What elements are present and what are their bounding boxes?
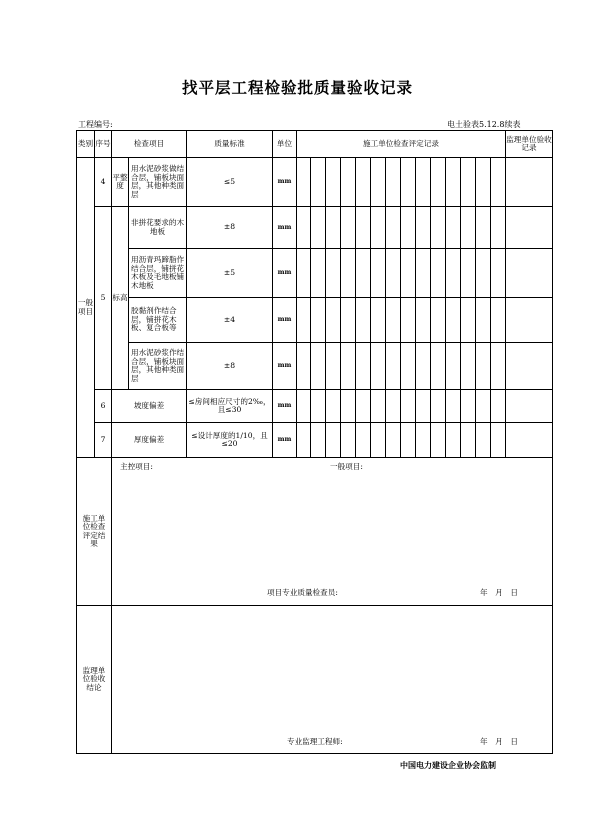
record-cell[interactable] [371,423,386,458]
record-cell[interactable] [476,249,491,298]
record-cell[interactable] [446,390,461,423]
record-cell[interactable] [311,423,326,458]
row-unit: mm [273,298,297,343]
record-cell[interactable] [297,423,311,458]
record-cell[interactable] [356,298,371,343]
row-unit: mm [273,423,297,458]
record-cell[interactable] [386,158,401,207]
record-cell[interactable] [491,298,506,343]
row-standard: ≤5 [187,158,273,207]
record-cell[interactable] [356,207,371,249]
row-unit: mm [273,390,297,423]
record-cell[interactable] [416,423,431,458]
record-cell[interactable] [341,390,356,423]
row-unit: mm [273,343,297,390]
record-cell[interactable] [311,207,326,249]
record-cell[interactable] [416,249,431,298]
inspection-table [76,130,553,754]
record-cell[interactable] [311,249,326,298]
record-cell[interactable] [476,158,491,207]
record-cell[interactable] [431,158,446,207]
header-unit: 单位 [273,131,297,158]
record-cell[interactable] [446,249,461,298]
category-general: 一般项目 [77,158,95,458]
row-item: 胶黏剂作结合层，铺拼花木板、复合板等 [129,298,187,343]
form-number: 电土验表5.12.8续表 [447,120,521,129]
accept-cell[interactable] [506,343,553,390]
record-cell[interactable] [386,423,401,458]
contractor-result-area[interactable] [112,458,553,606]
record-cell[interactable] [386,343,401,390]
record-cell[interactable] [416,343,431,390]
record-cell[interactable] [326,298,341,343]
row-item: 非拼花要求的木地板 [129,207,187,249]
record-cell[interactable] [401,207,416,249]
record-cell[interactable] [311,343,326,390]
record-cell[interactable] [371,158,386,207]
row-group: 标高 [112,207,129,390]
record-cell[interactable] [311,298,326,343]
record-cell[interactable] [371,207,386,249]
row-item: 用水泥砂浆做结合层，铺板块面层，其他种类面层 [129,158,187,207]
main-items-label: 主控项目: [120,462,153,471]
record-cell[interactable] [491,158,506,207]
header-supervisor-accept: 监理单位验收记录 [506,131,553,158]
accept-cell[interactable] [506,390,553,423]
supervisor-result-row [77,606,553,754]
row-item: 用沥青玛蹄脂作结合层，铺拼花木板及毛地板铺木地板 [129,249,187,298]
row-standard: ≤房间相应尺寸的2‰，且≤30 [187,390,273,423]
row-seq: 5 [95,207,112,390]
record-cell[interactable] [476,390,491,423]
header-seq: 序号 [95,131,112,158]
record-cell[interactable] [297,298,311,343]
record-cell[interactable] [431,249,446,298]
accept-cell[interactable] [506,423,553,458]
record-cell[interactable] [371,249,386,298]
record-cell[interactable] [431,298,446,343]
record-cell[interactable] [341,343,356,390]
record-cell[interactable] [356,343,371,390]
row-group: 平整度 [112,158,129,207]
page-title: 找平层工程检验批质量验收记录 [181,79,413,97]
header-row [77,131,553,158]
record-cell[interactable] [416,390,431,423]
record-cell[interactable] [491,343,506,390]
record-cell[interactable] [356,158,371,207]
contractor-result-label: 施工单位检查评定结果 [77,458,112,606]
record-cell[interactable] [386,207,401,249]
record-cell[interactable] [476,207,491,249]
record-cell[interactable] [297,158,311,207]
header-contractor-eval: 施工单位检查评定记录 [297,131,506,158]
accept-cell[interactable] [506,207,553,249]
record-cell[interactable] [401,249,416,298]
row-item: 坡度偏差 [112,390,187,423]
record-cell[interactable] [356,249,371,298]
accept-cell[interactable] [506,249,553,298]
general-items-label: 一般项目: [330,462,363,471]
contractor-result-row [77,458,553,606]
record-cell[interactable] [311,158,326,207]
record-cell[interactable] [446,298,461,343]
record-cell[interactable] [491,249,506,298]
record-cell[interactable] [326,249,341,298]
footer-issuer: 中国电力建设企业协会监制 [400,761,496,770]
header-item: 检查项目 [112,131,187,158]
record-cell[interactable] [401,423,416,458]
row-standard: ≤设计厚度的1/10，且≤20 [187,423,273,458]
table-row [77,249,553,298]
record-cell[interactable] [401,298,416,343]
record-cell[interactable] [461,158,476,207]
table-row [77,298,553,343]
record-cell[interactable] [356,423,371,458]
accept-cell[interactable] [506,298,553,343]
record-cell[interactable] [326,207,341,249]
row-item: 厚度偏差 [112,423,187,458]
record-cell[interactable] [386,298,401,343]
record-cell[interactable] [326,343,341,390]
record-cell[interactable] [371,390,386,423]
row-seq: 6 [95,390,112,423]
record-cell[interactable] [371,343,386,390]
record-cell[interactable] [431,343,446,390]
supervisor-result-label: 监理单位验收结论 [77,606,112,754]
record-cell[interactable] [341,158,356,207]
table-row [77,158,553,207]
record-cell[interactable] [326,390,341,423]
record-cell[interactable] [297,390,311,423]
row-unit: mm [273,249,297,298]
table-row [77,423,553,458]
table-row [77,343,553,390]
row-unit: mm [273,158,297,207]
record-cell[interactable] [446,158,461,207]
record-cell[interactable] [326,423,341,458]
record-cell[interactable] [401,158,416,207]
record-cell[interactable] [431,390,446,423]
record-cell[interactable] [341,298,356,343]
record-cell[interactable] [416,158,431,207]
row-item: 用水泥砂浆作结合层，铺板块面层，其他种类面层 [129,343,187,390]
record-cell[interactable] [341,207,356,249]
record-cell[interactable] [297,207,311,249]
record-cell[interactable] [446,423,461,458]
engineer-date: 年 月 日 [480,737,518,746]
accept-cell[interactable] [506,158,553,207]
record-cell[interactable] [356,390,371,423]
row-standard: ±5 [187,249,273,298]
row-seq: 4 [95,158,112,207]
record-cell[interactable] [326,158,341,207]
project-no-label: 工程编号: [78,120,113,129]
record-cell[interactable] [476,343,491,390]
record-cell[interactable] [461,207,476,249]
row-standard: ±8 [187,207,273,249]
inspector-date: 年 月 日 [480,588,518,597]
record-cell[interactable] [461,343,476,390]
record-cell[interactable] [461,298,476,343]
supervisor-result-area[interactable] [112,606,553,754]
record-cell[interactable] [491,423,506,458]
inspector-label: 项目专业质量检查员: [267,588,338,597]
record-cell[interactable] [431,423,446,458]
record-cell[interactable] [491,207,506,249]
record-cell[interactable] [446,343,461,390]
header-category: 类别 [77,131,95,158]
record-cell[interactable] [386,249,401,298]
record-cell[interactable] [416,207,431,249]
record-cell[interactable] [476,423,491,458]
record-cell[interactable] [371,298,386,343]
record-cell[interactable] [401,390,416,423]
record-cell[interactable] [461,390,476,423]
record-cell[interactable] [311,390,326,423]
record-cell[interactable] [476,298,491,343]
record-cell[interactable] [461,423,476,458]
header-standard: 质量标准 [187,131,273,158]
row-seq: 7 [95,423,112,458]
record-cell[interactable] [461,249,476,298]
record-cell[interactable] [341,249,356,298]
row-unit: mm [273,207,297,249]
record-cell[interactable] [431,207,446,249]
record-cell[interactable] [297,343,311,390]
engineer-label: 专业监理工程师: [287,737,343,746]
table-row [77,390,553,423]
record-cell[interactable] [416,298,431,343]
row-standard: ±4 [187,298,273,343]
record-cell[interactable] [491,390,506,423]
record-cell[interactable] [401,343,416,390]
table-row [77,207,553,249]
record-cell[interactable] [446,207,461,249]
record-cell[interactable] [341,423,356,458]
record-cell[interactable] [297,249,311,298]
record-cell[interactable] [386,390,401,423]
row-standard: ±8 [187,343,273,390]
